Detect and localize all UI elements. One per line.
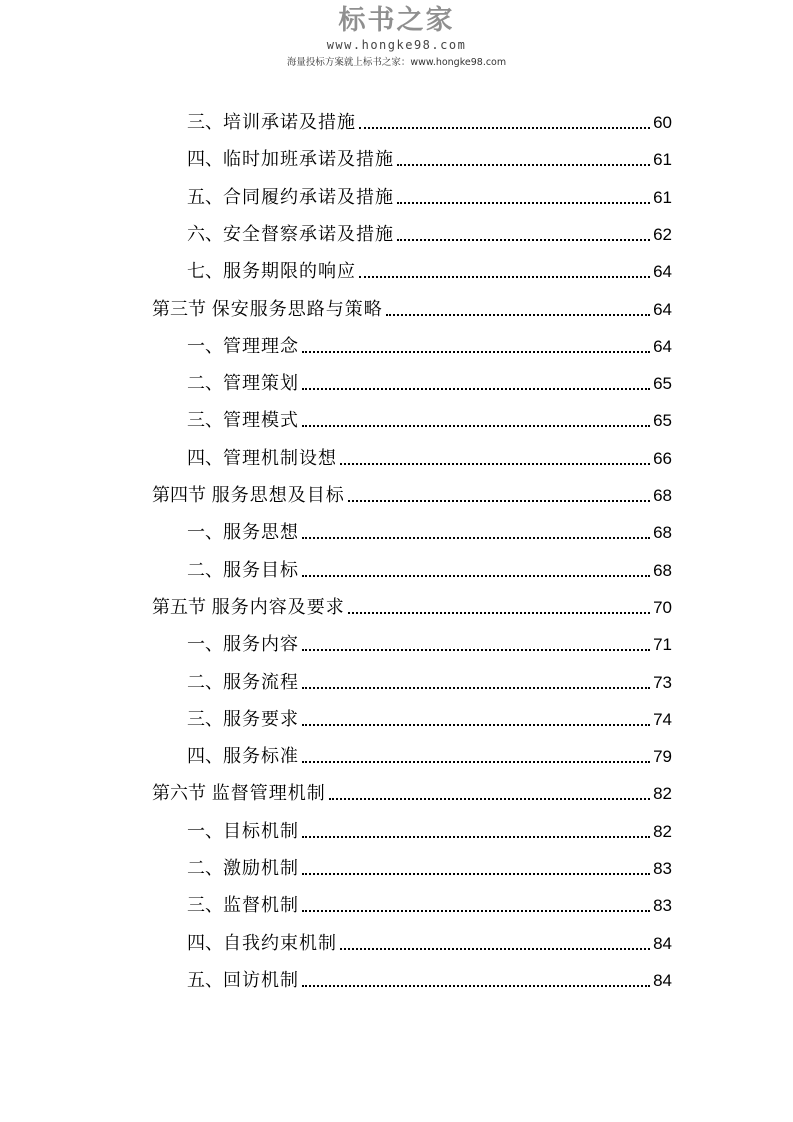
- toc-subsection-entry[interactable]: [187, 406, 672, 432]
- toc-dot-leader: [302, 425, 650, 427]
- toc-dot-leader: [340, 948, 650, 950]
- toc-section-entry[interactable]: [152, 779, 672, 805]
- toc-entry-title: 服务思想及目标: [211, 485, 345, 506]
- toc-entry-number: 三、: [187, 895, 223, 917]
- toc-dot-leader: [386, 314, 650, 316]
- toc-entry-number: 二、: [187, 858, 223, 879]
- toc-subsection-entry[interactable]: [187, 444, 672, 470]
- toc-subsection-entry[interactable]: [187, 145, 672, 171]
- toc-entry-number: 一、: [187, 522, 223, 544]
- toc-subsection-entry[interactable]: [187, 817, 672, 843]
- toc-page-number: 84: [653, 970, 672, 990]
- toc-page-number: 82: [653, 821, 672, 841]
- toc-dot-leader: [302, 873, 650, 875]
- toc-entry-number: 三、: [187, 112, 223, 133]
- toc-entry-title: 服务要求: [223, 708, 299, 730]
- toc-entry-title: 管理机制设想: [223, 447, 337, 469]
- toc-section-entry[interactable]: [152, 295, 672, 321]
- toc-dot-leader: [359, 276, 650, 278]
- toc-dot-leader: [302, 724, 650, 726]
- toc-entry-number: 二、: [187, 373, 223, 395]
- toc-dot-leader: [329, 798, 650, 800]
- toc-dot-leader: [397, 164, 650, 166]
- toc-dot-leader: [348, 500, 650, 502]
- toc-subsection-entry[interactable]: [187, 929, 672, 955]
- toc-page-number: 79: [653, 747, 672, 767]
- toc-entry-title: 监督管理机制: [211, 783, 326, 805]
- toc-page-number: 71: [653, 635, 672, 655]
- toc-entry-title: 服务内容及要求: [211, 596, 345, 618]
- toc-entry-number: 第四节: [152, 485, 212, 506]
- toc-page-number: 73: [653, 672, 672, 692]
- page-header: [0, 6, 793, 69]
- site-logo-url: www.hongke98.com: [326, 38, 467, 52]
- toc-page-number: 64: [653, 336, 672, 356]
- toc-page-number: 61: [653, 150, 672, 170]
- toc-entry-number: 四、: [187, 447, 223, 469]
- toc-subsection-entry[interactable]: [187, 332, 672, 358]
- toc-subsection-entry[interactable]: [187, 183, 672, 209]
- toc-page-number: 84: [653, 933, 672, 953]
- toc-dot-leader: [302, 388, 650, 390]
- toc-entry-number: 四、: [187, 149, 223, 171]
- toc-entry-number: 三、: [187, 708, 223, 730]
- toc-entry-title: 目标机制: [223, 820, 299, 842]
- toc-page-number: 66: [653, 448, 672, 468]
- toc-dot-leader: [302, 761, 650, 763]
- toc-dot-leader: [348, 612, 650, 614]
- toc-subsection-entry[interactable]: [187, 854, 672, 880]
- toc-entry-number: 三、: [187, 410, 223, 432]
- toc-dot-leader: [302, 649, 650, 651]
- toc-dot-leader: [302, 985, 650, 987]
- toc-entry-title: 管理策划: [223, 373, 299, 395]
- header-slogan: 海量投标方案就上标书之家：www.hongke98.com: [286, 57, 507, 68]
- toc-page-number: 68: [653, 523, 672, 543]
- toc-page-number: 74: [653, 709, 672, 729]
- toc-entry-title: 服务目标: [223, 559, 299, 581]
- toc-subsection-entry[interactable]: [187, 742, 672, 768]
- toc-entry-title: 合同履约承诺及措施: [223, 186, 394, 208]
- toc-page-number: 65: [653, 411, 672, 431]
- toc-dot-leader: [302, 575, 650, 577]
- toc-dot-leader: [397, 202, 650, 204]
- toc-entry-title: 回访机制: [223, 969, 299, 991]
- toc-entry-number: 五、: [187, 969, 223, 991]
- toc-entry-number: 一、: [187, 634, 223, 656]
- toc-entry-title: 服务流程: [223, 671, 299, 693]
- toc-page-number: 70: [653, 597, 672, 617]
- toc-entry-number: 第六节: [152, 783, 212, 805]
- site-logo: 标书之家: [338, 5, 455, 36]
- toc-page-number: 60: [653, 113, 672, 132]
- toc-subsection-entry[interactable]: [187, 891, 672, 917]
- toc-subsection-entry[interactable]: [187, 556, 672, 582]
- toc-page-number: 64: [653, 299, 672, 319]
- toc-page-number: 83: [653, 859, 672, 878]
- toc-subsection-entry[interactable]: [187, 966, 672, 992]
- toc-entry-title: 管理模式: [223, 410, 299, 432]
- toc-entry-number: 四、: [187, 932, 223, 954]
- toc-page-number: 68: [653, 560, 672, 580]
- toc-entry-number: 四、: [187, 746, 223, 768]
- toc-subsection-entry[interactable]: [187, 630, 672, 656]
- toc-page-number: 82: [653, 784, 672, 804]
- toc-subsection-entry[interactable]: [187, 668, 672, 694]
- toc-entry-number: 五、: [187, 186, 223, 208]
- toc-dot-leader: [302, 537, 650, 539]
- toc-entry-number: 二、: [187, 671, 223, 693]
- toc-dot-leader: [302, 687, 650, 689]
- toc-page-number: 62: [653, 224, 672, 244]
- toc-entry-title: 临时加班承诺及措施: [223, 149, 394, 171]
- toc-entry-number: 二、: [187, 559, 223, 581]
- toc-dot-leader: [302, 351, 650, 353]
- toc-entry-title: 服务思想: [223, 522, 299, 544]
- toc-dot-leader: [359, 127, 650, 129]
- toc-dot-leader: [397, 239, 650, 241]
- toc-entry-title: 管理理念: [223, 335, 299, 357]
- toc-entry-number: 七、: [187, 261, 223, 283]
- toc-entry-title: 服务期限的响应: [223, 261, 356, 283]
- toc-subsection-entry[interactable]: [187, 220, 672, 246]
- toc-section-entry[interactable]: [152, 481, 672, 507]
- toc-entry-title: 自我约束机制: [223, 932, 337, 954]
- toc-entry-title: 安全督察承诺及措施: [223, 223, 394, 245]
- toc-entry-title: 培训承诺及措施: [223, 112, 356, 133]
- toc-entry-title: 激励机制: [223, 858, 299, 879]
- toc-entry-number: 第三节: [152, 298, 212, 320]
- toc-dot-leader: [302, 910, 650, 912]
- toc-page-number: 83: [653, 896, 672, 916]
- toc-entry-title: 服务内容: [223, 634, 299, 656]
- toc-page-number: 65: [653, 374, 672, 394]
- toc-dot-leader: [302, 836, 650, 838]
- toc-page-number: 64: [653, 262, 672, 282]
- toc-entry-number: 第五节: [152, 596, 212, 618]
- toc-subsection-entry[interactable]: [187, 108, 672, 134]
- toc-entry-title: 服务标准: [223, 746, 299, 768]
- toc-subsection-entry[interactable]: [187, 257, 672, 283]
- toc-entry-title: 保安服务思路与策略: [211, 298, 383, 320]
- toc-entry-title: 监督机制: [223, 895, 299, 917]
- toc-subsection-entry[interactable]: [187, 705, 672, 731]
- toc-page-number: 61: [653, 187, 672, 207]
- toc-entry-number: 六、: [187, 223, 223, 245]
- toc-subsection-entry[interactable]: [187, 369, 672, 395]
- toc-section-entry[interactable]: [152, 593, 672, 619]
- toc-entry-number: 一、: [187, 335, 223, 357]
- toc-page-number: 68: [653, 486, 672, 505]
- toc-dot-leader: [340, 463, 650, 465]
- toc-subsection-entry[interactable]: [187, 518, 672, 544]
- toc-entry-number: 一、: [187, 820, 223, 842]
